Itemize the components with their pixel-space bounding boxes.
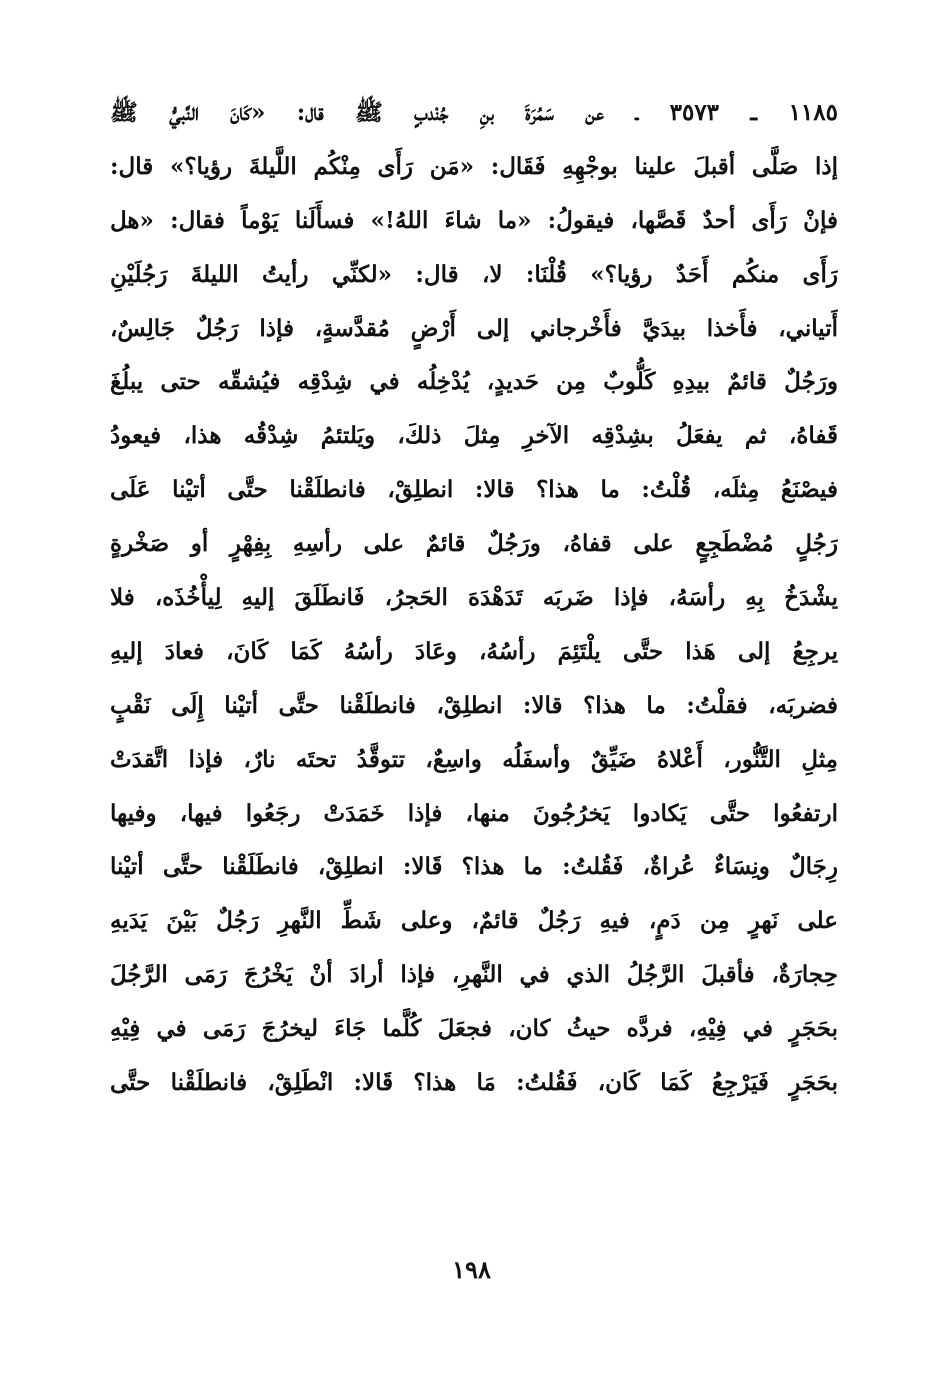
text-line: فإنْ رَأَى أحدٌ قَصَّها، فيقولُ: «ما شاءَ اللهُ!» فسأَلَنا يَوْماً فقال: «هل bbox=[110, 206, 838, 234]
hadith-text bbox=[110, 86, 838, 1110]
text-line: فضربَه، فقلْتُ: ما هذا؟ قالا: انطلِقْ، فانطلَقْنا حتَّى أتيْنا إِلَى نَقْبٍ bbox=[110, 691, 838, 719]
text-line: حِجارَةٌ، فأقبلَ الرَّجُلُ الذي في النَّهرِ، فإذا أرادَ أنْ يَخْرُجَ رَمَى الرَّجُلَ bbox=[110, 961, 838, 989]
text-line: يرجِعُ إلى هَذا حتَّى يلْتَئِمَ رأسُهُ، وعَادَ رأسُهُ كَمَا كَانَ، فعادَ إليهِ bbox=[110, 637, 838, 665]
text-line: ورَجُلٌ قائمٌ بيدِهِ كَلُّوبٌ مِن حَديدٍ، يُدْخِلُه في شِدْقِه فيُشقّه حتى يبلُغَ bbox=[110, 368, 838, 396]
text-line: أَتياني، فأَخذا بيدَيَّ فأَخْرجاني إلى أَرْضٍ مُقدَّسةٍ، فإذا رَجُلٌ جَالِسٌ، bbox=[110, 314, 838, 342]
text-line: إذا صَلَّى أقبلَ علينا بوجْهِهِ فَقَال: «مَن رَأَى مِنْكُم اللَّيلةَ رؤيا؟» قال: bbox=[110, 152, 838, 180]
text-line: ارتفعُوا حتَّى يَكادوا يَخرُجُونَ منها، فإذا خَمَدَتْ رجَعُوا فيها، وفيها bbox=[110, 799, 838, 827]
text-line: قَفاهُ، ثم يفعَلُ بشِدْقِه الآخرِ مِثلَ ذلكَ، ويَلتئمُ شِدْقُه هذا، فيعودُ bbox=[110, 422, 838, 450]
text-line: على نَهرٍ مِن دَمٍ، فيهِ رَجُلٌ قائمٌ، وعلى شَطِّ النَّهرِ رَجُلٌ بَيْنَ يَدَيهِ bbox=[110, 907, 838, 935]
text-line: فيصْنَعُ مِثلَه، قُلْتُ: ما هذا؟ قالا: انطلِقْ، فانطلَقْنا حتَّى أتيْنا عَلَى bbox=[110, 476, 838, 504]
text-line: رِجَالٌ ونِسَاءٌ عُراةٌ، فَقُلتُ: ما هذا؟ قَالا: انطلِقْ، فانطَلَقْنا حتَّى أتيْنا bbox=[110, 853, 838, 881]
text-line: بحَجَرٍ فَيَرْجِعُ كَمَا كَان، فَقُلتُ: مَا هذا؟ قَالا: انْطَلِقْ، فانطلَقْنا حتَّى bbox=[110, 1069, 838, 1097]
text-line: رَجُلٍ مُضْطَجِعٍ على قفاهُ، ورَجُلٌ قائمٌ على رأسِهِ بِفِهْرٍ أو صَخْرةٍ bbox=[110, 530, 838, 558]
text-line: بحَجَرٍ في فِيْهِ، فردَّه حيثُ كان، فجعَلَ كُلَّما جَاءَ ليخرُجَ رَمَى في فِيْهِ bbox=[110, 1015, 838, 1043]
text-line: رَأَى منكُم أَحَدٌ رؤيا؟» قُلْنَا: لا، قال: «لكنِّي رأيتُ الليلةَ رَجُلَيْنِ bbox=[110, 260, 838, 288]
page-number: ١٩٨ bbox=[452, 1255, 491, 1284]
text-line: يشْدَخُ بِهِ رأسَهُ، فإذا ضَربَه تَدَهْدَهَ الحَجرُ، فَانطَلَقَ إليهِ لِيأْخُذَه، فلا bbox=[110, 584, 838, 612]
text-line: مِثلِ التَّنُّور، أَعْلاهُ ضَيِّقٌ وأسفَلُه واسِعٌ، تتوقَّدُ تحتَه نارٌ، فإذا اتَّقدَتْ bbox=[110, 745, 838, 773]
text-line: ١١٨٥ ـ ٣٥٧٣ ـ عن سَمُرَةَ بنِ جُنْدبٍ ﷺ قال: «كَانَ النَّبيُّ ﷺ bbox=[110, 99, 838, 126]
